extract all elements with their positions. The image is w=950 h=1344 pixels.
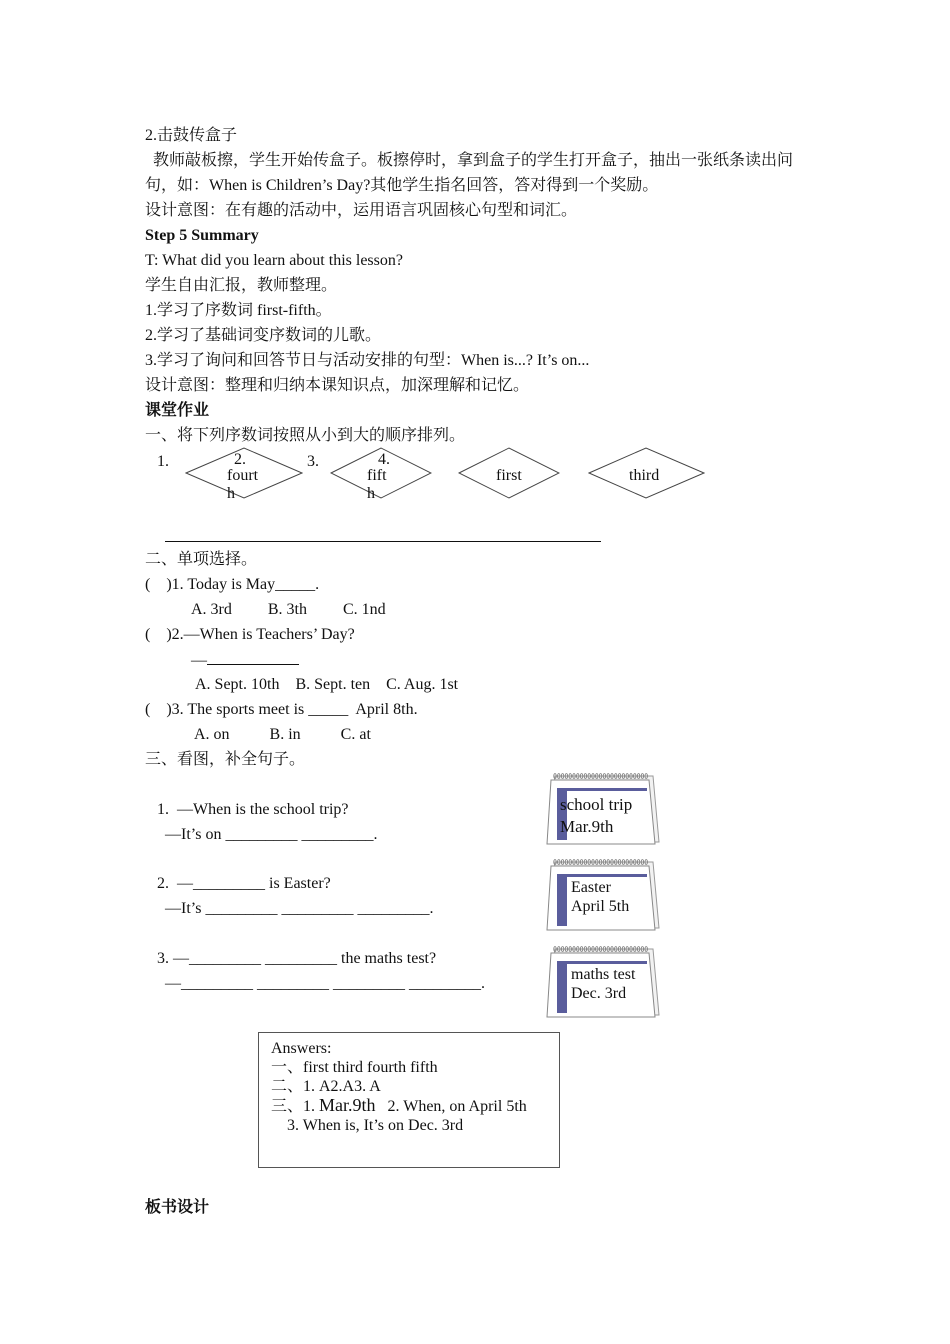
answers-part3-rest: 2. When, on April 5th	[375, 1098, 527, 1115]
homework-heading: 课堂作业	[145, 402, 210, 419]
p3-q1-answer: —It’s on _________ _________.	[165, 826, 378, 843]
p3-q3-question: 3. —_________ _________ the maths test?	[157, 950, 437, 967]
calendar2-event: Easter	[571, 879, 611, 896]
part3-title: 三、看图，补全句子。	[145, 751, 306, 768]
part1-num1: 1.	[157, 453, 169, 470]
diamond4-word: third	[629, 467, 660, 484]
diamond1-word-tail: h	[227, 485, 235, 502]
p3-q2-question: 2. —_________ is Easter?	[157, 875, 331, 892]
activity-desc-line1: 教师敲板擦，学生开始传盒子。板擦停时，拿到盒子的学生打开盒子，抽出一张纸条读出问	[153, 152, 794, 169]
diamond-card-2	[330, 447, 432, 502]
q3-stem: ( )3. The sports meet is _____ April 8th.	[145, 701, 418, 718]
calendar-maths-test	[545, 943, 660, 1019]
answers-part3-prefix: 三、1.	[271, 1098, 320, 1115]
answers-part1: 一、first third fourth fifth	[271, 1059, 438, 1076]
calendar-easter	[545, 856, 660, 932]
part1-num3: 3.	[307, 453, 319, 470]
summary-heading: Step 5 Summary	[145, 227, 259, 244]
answers-box	[258, 1032, 560, 1168]
summary-line3: 2.学习了基础词变序数词的儿歌。	[145, 327, 382, 344]
calendar3-event: maths test	[571, 966, 636, 983]
part2-title: 二、单项选择。	[145, 551, 258, 568]
p3-q2-answer: —It’s _________ _________ _________.	[165, 900, 434, 917]
q1-options: A. 3rd B. 3th C. 1nd	[191, 601, 386, 618]
diamond-card-3	[458, 447, 560, 499]
board-design-heading: 板书设计	[145, 1199, 210, 1216]
activity-intent: 设计意图：在有趣的活动中，运用语言巩固核心句型和词汇。	[145, 202, 578, 219]
q3-options: A. on B. in C. at	[194, 726, 371, 743]
summary-line4: 3.学习了询问和回答节日与活动安排的句型：When is...? It’s on...	[145, 352, 590, 369]
q2-dash: —	[191, 652, 207, 669]
q2-stem: ( )2.—When is Teachers’ Day?	[145, 626, 355, 643]
calendar1-date: Mar.9th	[560, 817, 614, 836]
diamond2-number: 4.	[378, 451, 390, 468]
answers-part3-line2: 3. When is, It’s on Dec. 3rd	[287, 1117, 464, 1134]
p3-q1-question: 1. —When is the school trip?	[157, 801, 349, 818]
activity-desc-line2: 句，如：When is Children’s Day?其他学生指名回答，答对得到一个奖励。	[145, 177, 659, 194]
answers-title: Answers:	[271, 1040, 332, 1057]
summary-intent: 设计意图：整理和归纳本课知识点，加深理解和记忆。	[145, 377, 530, 394]
diamond1-word: fourt	[227, 467, 259, 484]
answers-part2: 二、1. A2.A3. A	[271, 1078, 381, 1095]
p3-q3-answer: —_________ _________ _________ _________.	[165, 975, 485, 992]
summary-question: T: What did you learn about this lesson?	[145, 252, 403, 269]
diamond2-word: fift	[367, 467, 387, 484]
part1-title: 一、将下列序数词按照从小到大的顺序排列。	[145, 427, 466, 444]
answers-part3-date: Mar.9th	[319, 1095, 376, 1115]
summary-line1: 学生自由汇报，教师整理。	[145, 277, 338, 294]
q1-stem: ( )1. Today is May_____.	[145, 576, 320, 593]
calendar-school-trip	[545, 770, 660, 846]
diamond-card-1	[185, 447, 303, 502]
diamond-card-4	[588, 447, 705, 499]
q2-blank	[207, 650, 299, 665]
calendar3-date: Dec. 3rd	[571, 985, 627, 1002]
diamond1-number: 2.	[234, 451, 246, 468]
summary-line2: 1.学习了序数词 first-fifth。	[145, 302, 332, 319]
answer-line	[165, 541, 601, 542]
calendar2-date: April 5th	[571, 898, 630, 915]
q2-options: A. Sept. 10th B. Sept. ten C. Aug. 1st	[195, 676, 459, 693]
q2-answer-line	[191, 650, 299, 671]
calendar1-event: school trip	[560, 795, 633, 814]
diamond3-word: first	[496, 467, 522, 484]
activity-title: 2.击鼓传盒子	[145, 127, 238, 144]
answers-part3-line1	[271, 1096, 547, 1116]
diamond2-word-tail: h	[367, 485, 375, 502]
